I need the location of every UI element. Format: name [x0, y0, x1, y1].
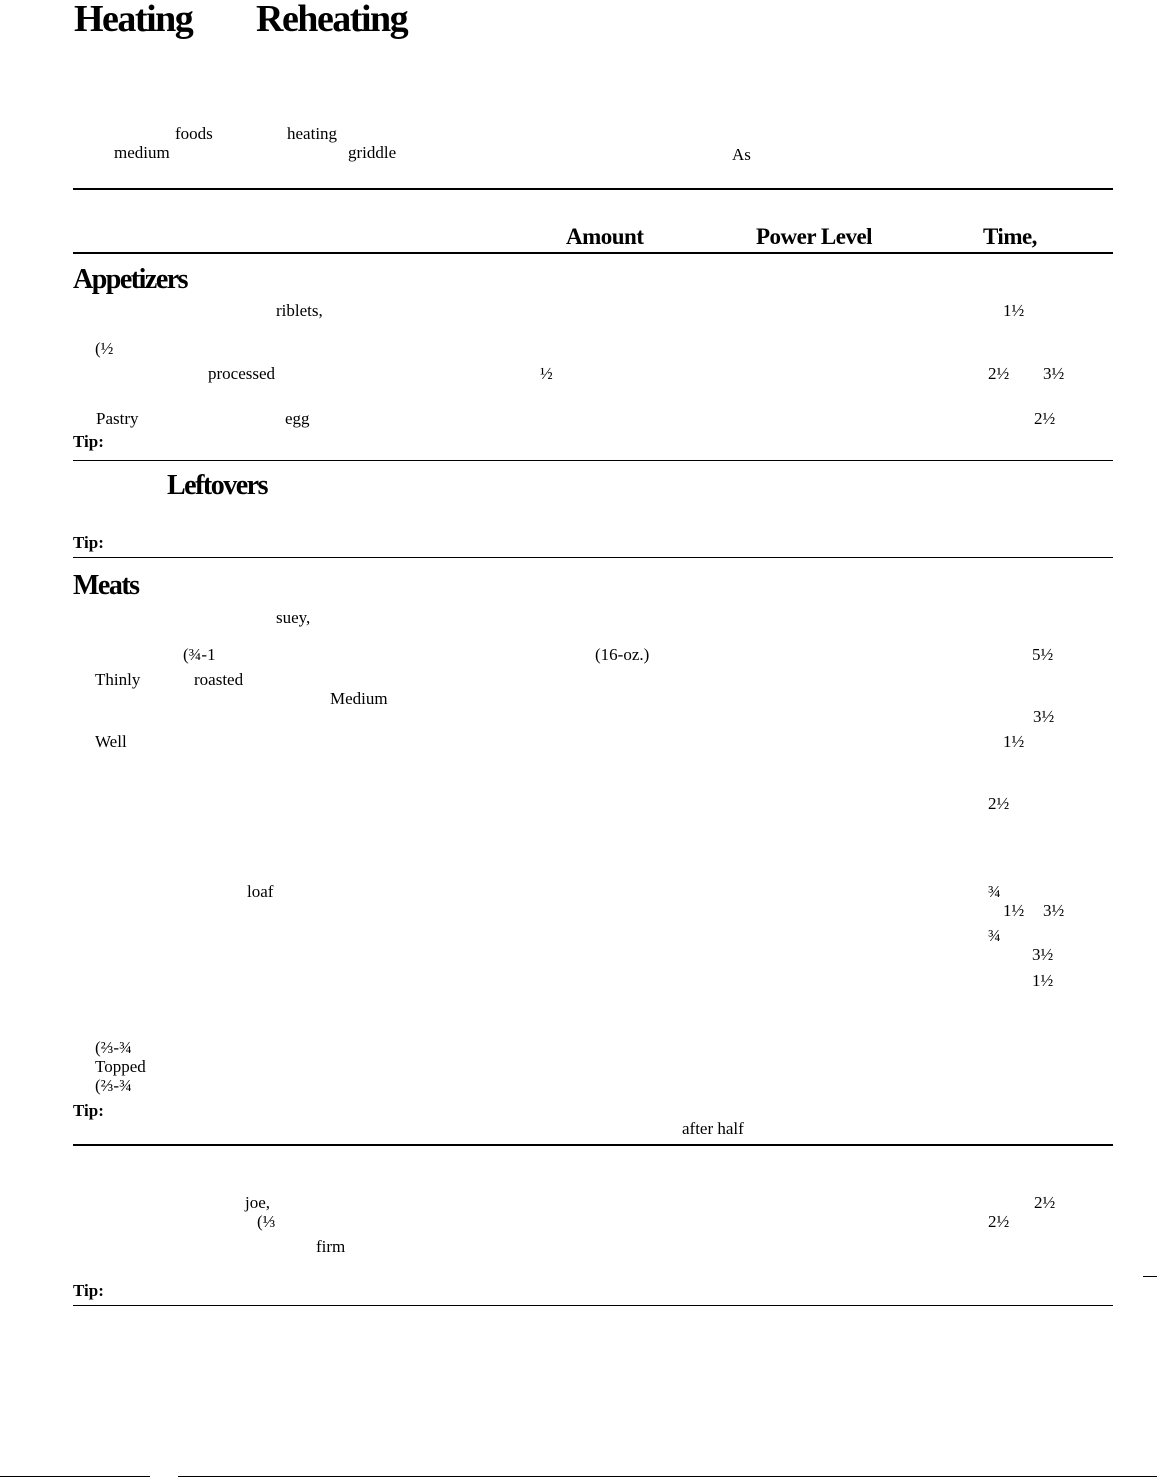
- cell-text: roasted: [194, 670, 244, 689]
- cell-text: 2½: [988, 364, 1010, 383]
- divider: [73, 557, 1113, 558]
- tip-text: after half: [682, 1119, 744, 1138]
- cell-text: (¾-1: [183, 645, 216, 664]
- cell-text: riblets,: [276, 301, 323, 320]
- cell-text: Thinly: [95, 670, 141, 689]
- cell-text: (⅓: [257, 1212, 276, 1231]
- footer-line: [178, 1476, 1157, 1477]
- cell-text: 1½: [1003, 901, 1025, 920]
- cell-text: joe,: [245, 1193, 271, 1212]
- tip-label: Tip:: [73, 1281, 104, 1300]
- intro-text: medium: [114, 143, 170, 162]
- cell-text: 3½: [1033, 707, 1055, 726]
- cell-text: (⅔-¾: [95, 1076, 132, 1095]
- intro-text: griddle: [348, 143, 397, 162]
- divider: [73, 1305, 1113, 1306]
- page-title-reheating: Reheating: [256, 0, 408, 40]
- cell-text: loaf: [247, 882, 274, 901]
- cell-text: 2½: [988, 1212, 1010, 1231]
- cell-text: (16-oz.): [595, 645, 650, 664]
- cell-text: ½: [540, 364, 553, 383]
- divider: [73, 188, 1113, 190]
- column-header-time: Time,: [983, 224, 1037, 249]
- cell-text: Pastry: [96, 409, 139, 428]
- page-title-heating: Heating: [74, 0, 193, 40]
- divider: [73, 1144, 1113, 1146]
- cell-text: ¾: [988, 882, 1001, 901]
- cell-text: Topped: [95, 1057, 146, 1076]
- cell-text: suey,: [276, 608, 311, 627]
- cell-text: 3½: [1032, 945, 1054, 964]
- cell-text: 1½: [1003, 301, 1025, 320]
- divider: [73, 460, 1113, 461]
- intro-text: heating: [287, 124, 338, 143]
- cell-text: 1½: [1003, 732, 1025, 751]
- cell-text: 2½: [1034, 409, 1056, 428]
- footer-line: [0, 1476, 150, 1477]
- intro-text: foods: [175, 124, 213, 143]
- cell-text: firm: [316, 1237, 346, 1256]
- cell-text: egg: [285, 409, 310, 428]
- cell-text: ¾: [988, 926, 1001, 945]
- cell-text: 5½: [1032, 645, 1054, 664]
- cell-text: Medium: [330, 689, 388, 708]
- cell-text: (½: [95, 339, 114, 358]
- section-heading-leftovers: Leftovers: [167, 470, 268, 501]
- cell-text: 3½: [1043, 901, 1065, 920]
- tip-label: Tip:: [73, 533, 104, 552]
- cell-text: processed: [208, 364, 276, 383]
- cell-text: 1½: [1032, 971, 1054, 990]
- tip-label: Tip:: [73, 432, 104, 451]
- cell-text: 2½: [988, 794, 1010, 813]
- section-heading-appetizers: Appetizers: [73, 264, 188, 295]
- column-header-power-level: Power Level: [756, 224, 873, 249]
- intro-text: As: [732, 145, 751, 164]
- cell-text: 2½: [1034, 1193, 1056, 1212]
- margin-mark: [1143, 1276, 1157, 1277]
- column-header-amount: Amount: [566, 224, 644, 249]
- section-heading-meats: Meats: [73, 570, 139, 601]
- cell-text: 3½: [1043, 364, 1065, 383]
- tip-label: Tip:: [73, 1101, 104, 1120]
- cell-text: (⅔-¾: [95, 1038, 132, 1057]
- cell-text: Well: [95, 732, 127, 751]
- divider: [73, 252, 1113, 254]
